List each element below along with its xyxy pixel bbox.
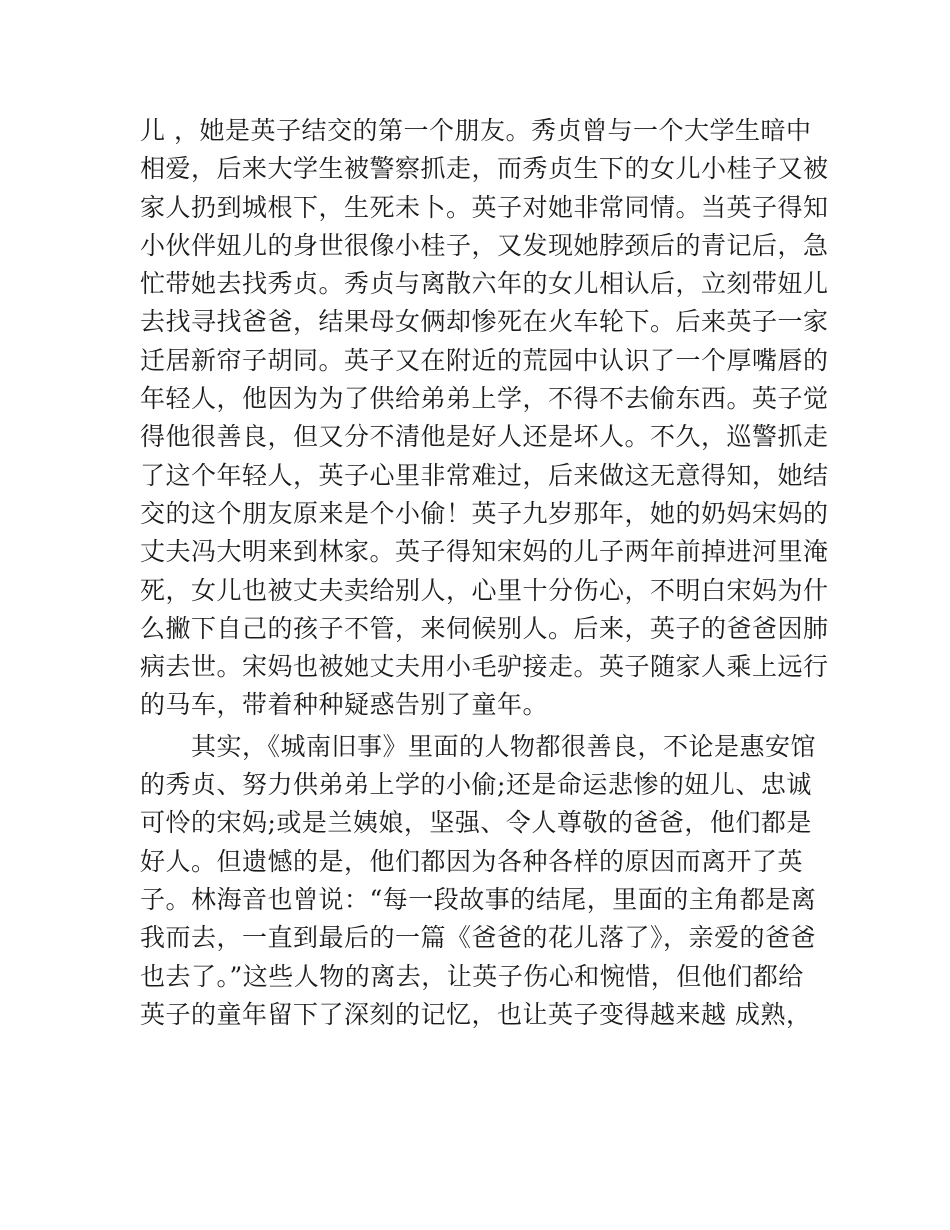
paragraph-1 [140,112,829,725]
text-line: 了这个年轻人，英子心里非常难过，后来做这无意得知，她结 [140,460,829,490]
text-line: 交的这个朋友原来是个小偷！英子九岁那年，她的奶妈宋妈的 [140,498,829,528]
text-line: 忙带她去找秀贞。秀贞与离散六年的女儿相认后，立刻带妞儿 [140,269,829,299]
paragraph-2 [140,728,816,1034]
text-line: 死，女儿也被丈夫卖给别人，心里十分伤心，不明白宋妈为什 [140,575,829,605]
text-line: 可怜的宋妈;或是兰姨娘，坚强、令人尊敬的爸爸，他们都是 [140,808,812,838]
text-line: 其实，《城南旧事》里面的人物都很善良，不论是惠安馆 [140,731,817,761]
text-line: 子。林海音也曾说：“每一段故事的结尾，里面的主角都是离 [140,884,817,914]
text-line: 病去世。宋妈也被她丈夫用小毛驴接走。英子随家人乘上远行 [140,652,829,682]
text-line: 也去了。”这些人物的离去，让英子伤心和惋惜，但他们都给 [140,961,804,991]
text-line: 年轻人，他因为为了供给弟弟上学，不得不去偷东西。英子觉 [140,384,829,414]
text-line: 的秀贞、努力供弟弟上学的小偷;还是命运悲惨的妞儿、忠诚 [140,770,812,800]
text-line: 么撇下自己的孩子不管，来伺候别人。后来，英子的爸爸因肺 [140,613,829,643]
text-line: 英子的童年留下了深刻的记忆，也让英子变得越来越 成熟， [140,999,812,1029]
text-line: 迁居新帘子胡同。英子又在附近的荒园中认识了一个厚嘴唇的 [140,345,829,375]
text-line: 去找寻找爸爸，结果母女俩却惨死在火车轮下。后来英子一家 [140,307,829,337]
text-line: 相爱，后来大学生被警察抓走，而秀贞生下的女儿小桂子又被 [140,154,829,184]
text-line: 我而去，一直到最后的一篇《爸爸的花儿落了》，亲爱的爸爸 [140,923,817,953]
text-line: 儿 ，她是英子结交的第一个朋友。秀贞曾与一个大学生暗中 [140,116,812,145]
text-line: 得他很善良，但又分不清他是好人还是坏人。不久，巡警抓走 [140,422,829,452]
text-line: 家人扔到城根下，生死未卜。英子对她非常同情。当英子得知 [140,192,829,222]
text-line: 丈夫冯大明来到林家。英子得知宋妈的儿子两年前掉进河里淹 [140,537,829,567]
text-line: 的马车，带着种种疑惑告别了童年。 [140,690,549,720]
text-line: 好人。但遗憾的是，他们都因为各种各样的原因而离开了英 [140,846,804,876]
text-line: 小伙伴妞儿的身世很像小桂子，又发现她脖颈后的青记后，急 [140,230,829,260]
body-text [140,112,829,1034]
